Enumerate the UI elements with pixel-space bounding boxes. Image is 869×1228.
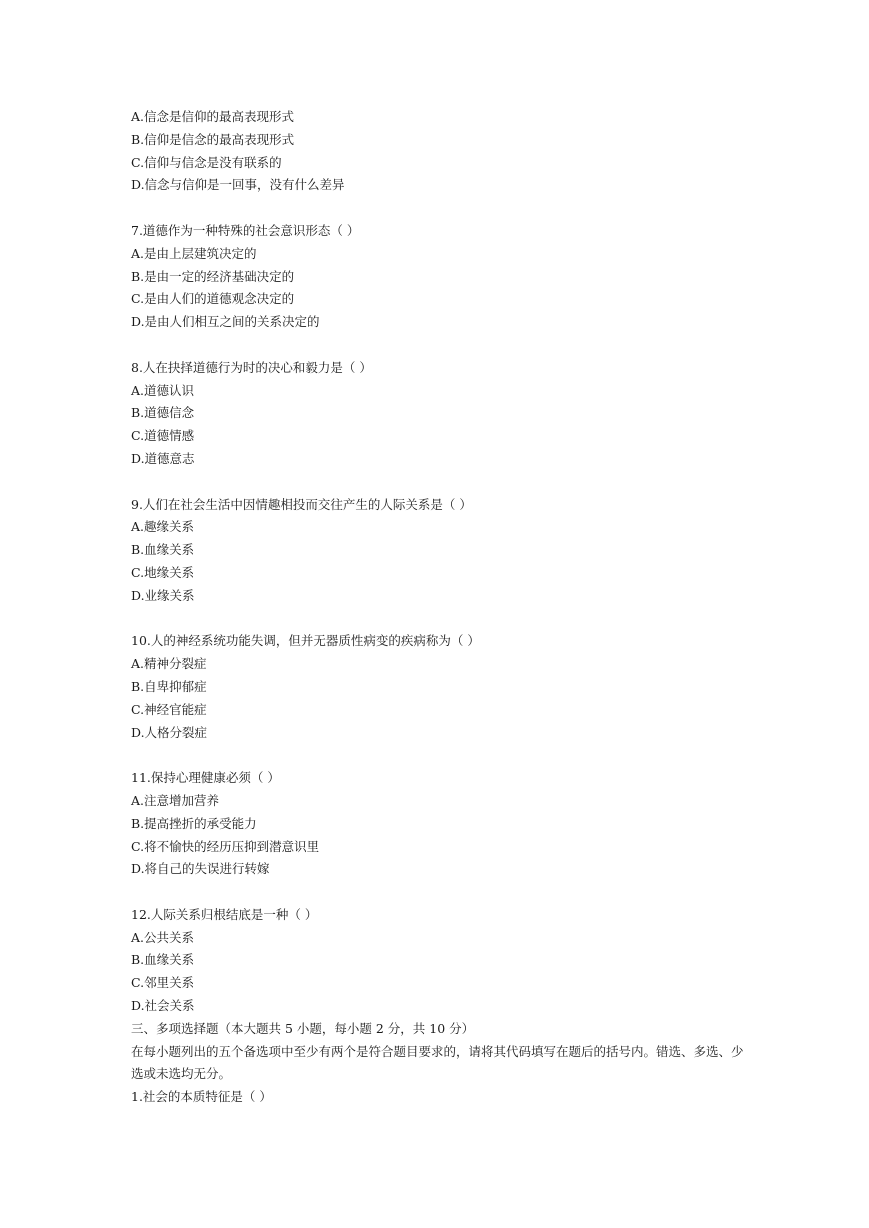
question-9 <box>131 494 751 608</box>
multi-question-1 <box>131 1086 751 1109</box>
option-d: D.人格分裂症 <box>131 724 208 740</box>
option-a: A.注意增加营养 <box>131 792 220 808</box>
question-stem: 1.社会的本质特征是（ ） <box>131 1089 272 1105</box>
question-stem: 9.人们在社会生活中因情趣相投而交往产生的人际关系是（ ） <box>131 496 472 512</box>
option-c: C.是由人们的道德观念决定的 <box>131 291 295 307</box>
question-7 <box>131 220 751 334</box>
spacer <box>131 608 751 631</box>
option-c: C.地缘关系 <box>131 564 195 580</box>
question-stem: 8.人在抉择道德行为时的决心和毅力是（ ） <box>131 359 372 375</box>
option-c: C.将不愉快的经历压抑到潜意识里 <box>131 838 320 854</box>
spacer <box>131 744 751 767</box>
question-stem: 10.人的神经系统功能失调，但并无器质性病变的疾病称为（ ） <box>131 633 480 649</box>
option-a: A.信念是信仰的最高表现形式 <box>131 109 295 124</box>
option-b: B.血缘关系 <box>131 952 195 968</box>
question-11 <box>131 767 751 881</box>
question-stem: 12.人际关系归根结底是一种（ ） <box>131 906 318 922</box>
spacer <box>131 334 751 357</box>
option-b: B.血缘关系 <box>131 542 195 558</box>
option-b: B.提高挫折的承受能力 <box>131 815 257 831</box>
question-12 <box>131 904 751 1018</box>
section-3 <box>131 1018 751 1086</box>
question-8 <box>131 357 751 471</box>
option-d: D.业缘关系 <box>131 587 195 603</box>
option-d: D.是由人们相互之间的关系决定的 <box>131 314 320 330</box>
option-b: B.道德信念 <box>131 405 195 421</box>
question-stem: 7.道德作为一种特殊的社会意识形态（ ） <box>131 222 360 238</box>
question-6-options <box>131 106 751 197</box>
option-d: D.社会关系 <box>131 998 195 1014</box>
question-stem: 11.保持心理健康必须（ ） <box>131 770 280 786</box>
option-a: A.精神分裂症 <box>131 656 207 672</box>
section-heading: 三、多项选择题（本大题共 5 小题，每小题 2 分，共 10 分） <box>131 1020 475 1036</box>
option-b: B.自卑抑郁症 <box>131 678 207 694</box>
spacer <box>131 471 751 494</box>
option-a: A.道德认识 <box>131 382 195 398</box>
option-b: B.信仰是信念的最高表现形式 <box>131 131 295 147</box>
option-c: C.信仰与信念是没有联系的 <box>131 154 282 170</box>
spacer <box>131 197 751 220</box>
option-c: C.邻里关系 <box>131 975 195 991</box>
option-d: D.信念与信仰是一回事，没有什么差异 <box>131 177 345 193</box>
section-instructions: 在每小题列出的五个备选项中至少有两个是符合题目要求的，请将其代码填写在题后的括号内。错选、多选、少选或未选均无分。 <box>131 1043 744 1082</box>
option-a: A.趣缘关系 <box>131 519 195 535</box>
option-d: D.将自己的失误进行转嫁 <box>131 861 270 877</box>
spacer <box>131 881 751 904</box>
option-c: C.神经官能症 <box>131 701 207 717</box>
question-10 <box>131 630 751 744</box>
option-c: C.道德情感 <box>131 428 195 444</box>
option-d: D.道德意志 <box>131 450 195 466</box>
option-a: A.公共关系 <box>131 929 195 945</box>
option-a: A.是由上层建筑决定的 <box>131 245 257 261</box>
exam-page <box>131 106 751 1109</box>
option-b: B.是由一定的经济基础决定的 <box>131 268 295 284</box>
